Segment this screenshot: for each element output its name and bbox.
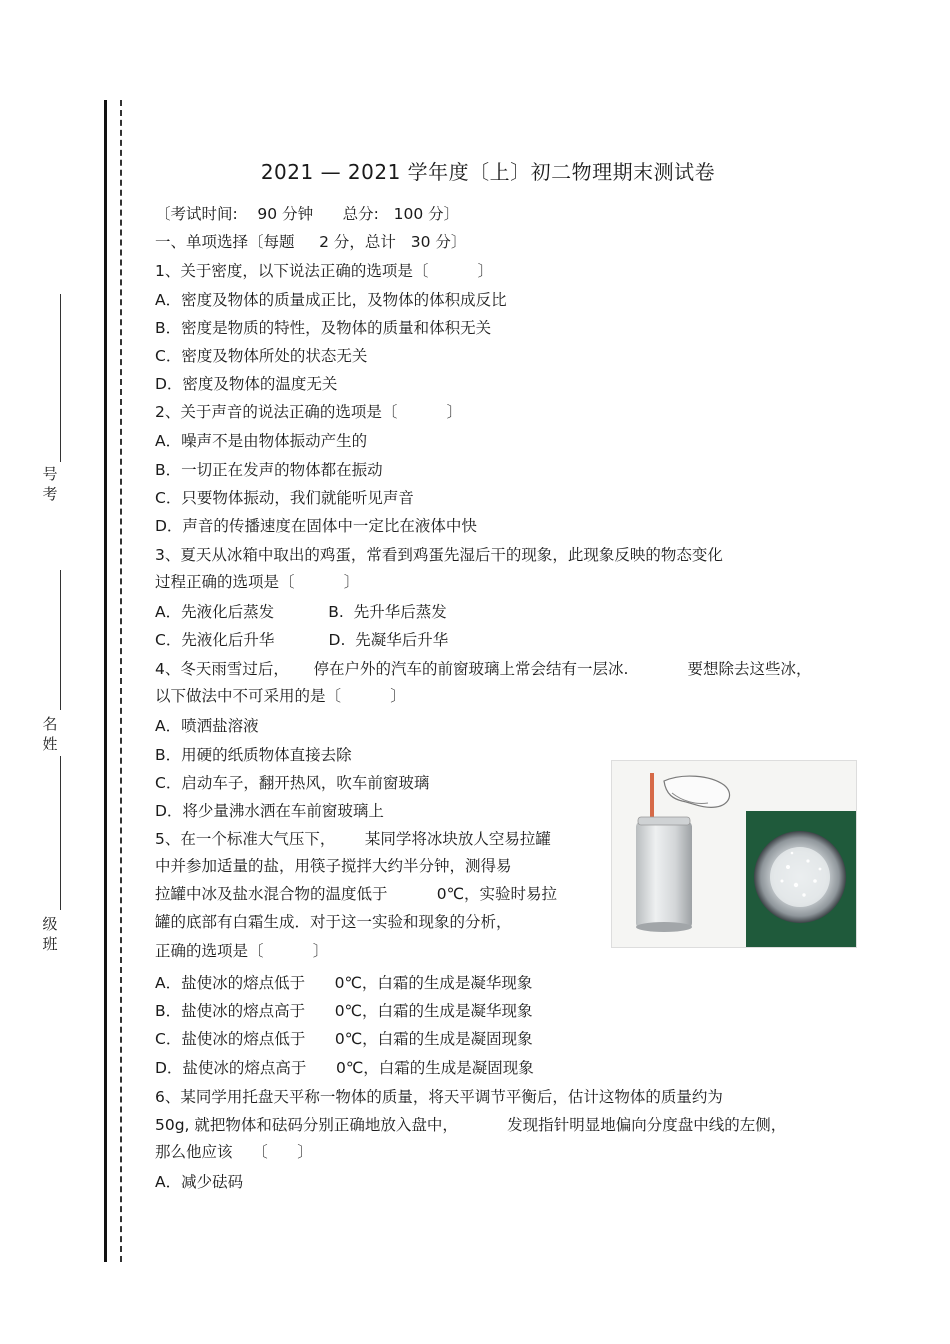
question-line: C．先液化后升华 D. 先凝华后升华 bbox=[155, 631, 449, 649]
question-line: D．将少量沸水洒在车前窗玻璃上 bbox=[155, 802, 384, 820]
question-line: D．盐使冰的熔点高于 0℃，白霜的生成是凝固现象 bbox=[155, 1059, 534, 1077]
question-line: 5、在一个标准大气压下， 某同学将冰块放人空易拉罐 bbox=[155, 830, 551, 848]
question-line: A．先液化后蒸发 B. 先升华后蒸发 bbox=[155, 603, 447, 621]
question-line: B．密度是物质的特性，及物体的质量和体积无关 bbox=[155, 319, 492, 337]
question-line: A．噪声不是由物体振动产生的 bbox=[155, 432, 368, 450]
question-line: 拉罐中冰及盐水混合物的温度低于 0℃，实验时易拉 bbox=[155, 885, 558, 903]
can-and-frost-illustration bbox=[612, 761, 856, 947]
binding-rule bbox=[60, 294, 61, 462]
question-line: B．盐使冰的熔点高于 0℃，白霜的生成是凝华现象 bbox=[155, 1002, 533, 1020]
question-line: 6、某同学用托盘天平称一物体的质量，将天平调节平衡后，估计这物体的质量约为 bbox=[155, 1088, 723, 1106]
question-line: B．一切正在发声的物体都在振动 bbox=[155, 461, 383, 479]
question-line: D．密度及物体的温度无关 bbox=[155, 375, 338, 393]
question-line: 3、夏天从冰箱中取出的鸡蛋，常看到鸡蛋先湿后干的现象，此现象反映的物态变化 bbox=[155, 546, 723, 564]
question-line: 50g, 就把物体和砝码分别正确地放入盘中， 发现指针明显地偏向分度盘中线的左侧， bbox=[155, 1116, 787, 1134]
question-line: 中并参加适量的盐，用筷子搅拌大约半分钟，测得易 bbox=[155, 857, 512, 875]
question-line: 那么他应该 〔 〕 bbox=[155, 1143, 313, 1161]
question-line: 1、关于密度，以下说法正确的选项是〔 〕 bbox=[155, 262, 494, 280]
question-line: A．密度及物体的质量成正比，及物体的体积成反比 bbox=[155, 291, 507, 309]
question-line: C．密度及物体所处的状态无关 bbox=[155, 347, 368, 365]
exam-number-label: 号 考 bbox=[42, 465, 58, 503]
exam-info: 〔考试时间: 90 分钟 总分: 100 分〕 bbox=[155, 205, 460, 223]
question-line: A．喷洒盐溶液 bbox=[155, 717, 259, 735]
experiment-figure bbox=[611, 760, 857, 948]
question-line: 正确的选项是〔 〕 bbox=[155, 942, 329, 960]
class-label: 级 班 bbox=[42, 915, 58, 953]
section-heading: 一、单项选择〔每题 2 分，总计 30 分〕 bbox=[155, 233, 467, 251]
question-line: A．减少砝码 bbox=[155, 1173, 244, 1191]
question-line: 过程正确的选项是〔 〕 bbox=[155, 573, 360, 591]
page-title: 2021 — 2021 学年度〔上〕初二物理期末测试卷 bbox=[260, 160, 716, 184]
question-line: 以下做法中不可采用的是〔 〕 bbox=[155, 687, 406, 705]
name-label: 名 姓 bbox=[42, 715, 58, 753]
binding-solid-line bbox=[104, 100, 107, 1262]
question-line: 4、冬天雨雪过后， 停在户外的汽车的前窗玻璃上常会结有一层冰. 要想除去这些冰， bbox=[155, 660, 812, 678]
question-line: C．只要物体振动，我们就能听见声音 bbox=[155, 489, 414, 507]
binding-rule bbox=[60, 570, 61, 710]
binding-rule bbox=[60, 756, 61, 910]
question-line: D．声音的传播速度在固体中一定比在液体中快 bbox=[155, 517, 477, 535]
question-line: C．启动车子，翻开热风，吹车前窗玻璃 bbox=[155, 774, 430, 792]
question-line: A．盐使冰的熔点低于 0℃，白霜的生成是凝华现象 bbox=[155, 974, 533, 992]
question-line: 罐的底部有白霜生成．对于这一实验和现象的分析， bbox=[155, 913, 512, 931]
question-line: 2、关于声音的说法正确的选项是〔 〕 bbox=[155, 403, 463, 421]
binding-dashed-line bbox=[120, 100, 122, 1262]
question-line: B．用硬的纸质物体直接去除 bbox=[155, 746, 352, 764]
question-line: C．盐使冰的熔点低于 0℃，白霜的生成是凝固现象 bbox=[155, 1030, 533, 1048]
